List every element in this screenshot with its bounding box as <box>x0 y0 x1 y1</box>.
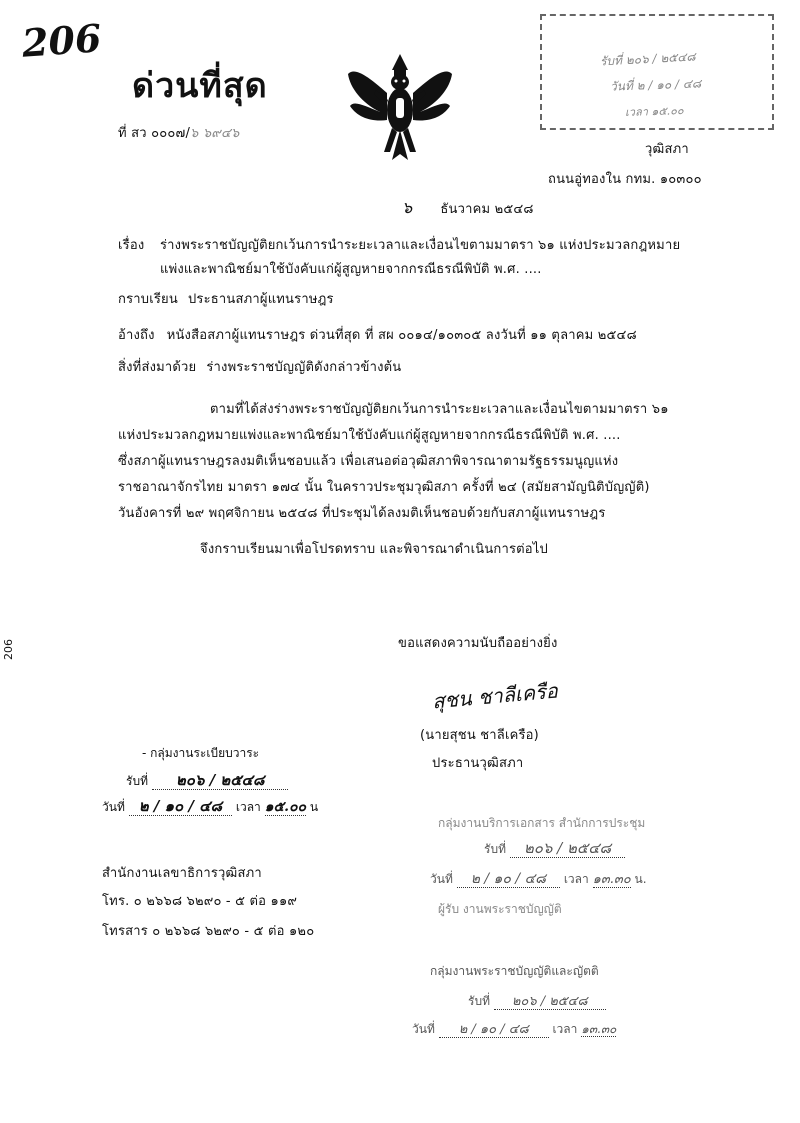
subject-label: เรื่อง <box>118 238 145 253</box>
receipt-stamp-mid-time-label: เวลา <box>563 872 589 886</box>
recipient <box>118 288 334 309</box>
body-line-3: ซึ่งสภาผู้แทนราษฎรลงมติเห็นชอบแล้ว เพื่อเสนอต่อวุฒิสภาพิจารณาตามรัฐธรรมนูญแห่ง <box>118 454 619 469</box>
receipt-stamp-left-received-label: รับที่ <box>126 774 148 788</box>
receipt-stamp-left-date-value: ๒ / ๑๐ / ๔๘ <box>129 797 232 816</box>
receipt-stamp-mid-received-value: ๒๐๖ / ๒๕๔๘ <box>510 839 625 858</box>
doc-number <box>118 122 239 143</box>
garuda-emblem-icon <box>340 48 460 168</box>
signature-scribble: สุชน ชาลีเครือ <box>431 678 559 714</box>
recipient-value: ประธานสภาผู้แทนราษฎร <box>187 292 334 307</box>
receipt-stamp-left-date <box>102 794 318 818</box>
contact-phone: โทร. ๐ ๒๖๖๘ ๖๒๙๐ - ๕ ต่อ ๑๑๙ <box>102 894 298 909</box>
receipt-stamp-top-line3: เวลา ๑๕.๐๐ <box>624 103 684 120</box>
receipt-stamp-bottom-date-value: ๒ / ๑๐ / ๔๘ <box>439 1022 549 1038</box>
receipt-stamp-bottom-date-label: วันที่ <box>412 1022 435 1036</box>
receipt-stamp-left-title: - กลุ่มงานระเบียบวาระ <box>142 746 260 760</box>
receipt-stamp-mid-title: กลุ่มงานบริการเอกสาร สำนักการประชุม <box>438 816 646 830</box>
receipt-stamp-mid-date-label: วันที่ <box>430 872 453 886</box>
receipt-stamp-bottom-received <box>468 990 606 1011</box>
body-line-4: ราชอาณาจักรไทย มาตรา ๑๗๔ นั้น ในคราวประชุมวุฒิสภา ครั้งที่ ๒๔ (สมัยสามัญนิติบัญญัติ) <box>118 480 650 495</box>
body-line-5: วันอังคารที่ ๒๙ พฤศจิกายน ๒๕๔๘ ที่ประชุมได้ลงมติเห็นชอบด้วยกับสภาผู้แทนราษฎร <box>118 506 606 521</box>
receipt-stamp-top-line2: วันที่ ๒ / ๑๐ / ๔๘ <box>609 76 702 94</box>
receipt-stamp-left-time-value: ๑๕.๐๐ <box>264 799 307 815</box>
sender-org: วุฒิสภา <box>645 142 689 157</box>
signatory-name: (นายสุชน ชาลีเครือ) <box>420 728 539 743</box>
enclosure <box>118 356 401 377</box>
receipt-stamp-bottom-title: กลุ่มงานพระราชบัญญัติและญัตติ <box>430 964 599 978</box>
enclosure-value: ร่างพระราชบัญญัติดังกล่าวข้างต้น <box>206 360 402 375</box>
contact-office: สำนักงานเลขาธิการวุฒิสภา <box>102 866 262 881</box>
enclosure-label: สิ่งที่ส่งมาด้วย <box>118 360 197 375</box>
subject-line1: ร่างพระราชบัญญัติยกเว้นการนำระยะเวลาและเงื่อนไขตามมาตรา ๖๑ แห่งประมวลกฎหมาย <box>160 238 681 253</box>
receipt-stamp-bottom-time-value: ๑๓.๓๐ <box>581 1022 617 1036</box>
subject-line2: แพ่งและพาณิชย์มาใช้บังคับแก่ผู้สูญหายจากกรณีธรณีพิบัติ พ.ศ. .... <box>160 262 542 277</box>
receipt-stamp-mid-time-suffix: น. <box>634 872 647 886</box>
closing-salutation: ขอแสดงความนับถืออย่างยิ่ง <box>398 636 558 651</box>
letter-date <box>402 196 534 221</box>
receipt-stamp-left-received-value: ๒๐๖ / ๒๕๔๘ <box>152 771 289 790</box>
receipt-stamp-mid-received-label: รับที่ <box>484 842 506 856</box>
reference-value: หนังสือสภาผู้แทนราษฎร ด่วนที่สุด ที่ สผ ๐๐๑๔/๑๐๓๐๕ ลงวันที่ ๑๑ ตุลาคม ๒๕๔๘ <box>166 328 637 343</box>
page-number: 206 <box>20 15 103 66</box>
body-line-1: ตามที่ได้ส่งร่างพระราชบัญญัติยกเว้นการนำระยะเวลาและเงื่อนไขตามมาตรา ๖๑ <box>210 402 669 417</box>
reference <box>118 324 637 345</box>
doc-number-handwritten: ๖ ๖๙๔๖ <box>190 126 240 141</box>
receipt-stamp-left-time-label: เวลา <box>235 800 261 814</box>
receipt-stamp-bottom-date <box>412 1018 616 1039</box>
receipt-stamp-bottom-received-label: รับที่ <box>468 994 490 1008</box>
receipt-stamp-bottom-time-label: เวลา <box>552 1022 578 1036</box>
reference-label: อ้างถึง <box>118 328 155 343</box>
body-line-2: แห่งประมวลกฎหมายแพ่งและพาณิชย์มาใช้บังคับแก่ผู้สูญหายจากกรณีธรณีพิบัติ พ.ศ. .... <box>118 428 621 443</box>
closing-request: จึงกราบเรียนมาเพื่อโปรดทราบ และพิจารณาดำเนินการต่อไป <box>200 542 548 557</box>
receipt-stamp-mid-time-value: ๑๓.๓๐ <box>592 872 631 887</box>
receipt-stamp-mid-received <box>484 836 625 860</box>
letter-date-day: ๖ <box>402 198 413 217</box>
urgency-heading: ด่วนที่สุด <box>132 66 268 106</box>
receipt-stamp-bottom-received-value: ๒๐๖ / ๒๕๔๘ <box>494 994 606 1010</box>
doc-number-prefix: ที่ สว ๐๐๐๗/ <box>118 126 191 141</box>
recipient-label: กราบเรียน <box>118 292 178 307</box>
letter-date-month-year: ธันวาคม ๒๕๔๘ <box>440 202 534 217</box>
receipt-stamp-left-received <box>126 768 288 792</box>
receipt-stamp-mid-date <box>430 868 647 890</box>
receipt-stamp-top-line1: รับที่ ๒๐๖ / ๒๕๔๘ <box>599 49 696 69</box>
contact-fax: โทรสาร ๐ ๒๖๖๘ ๖๒๙๐ - ๕ ต่อ ๑๒๐ <box>102 924 315 939</box>
signatory-position: ประธานวุฒิสภา <box>432 756 524 771</box>
scan-margin-number: 206 <box>2 639 15 660</box>
receipt-stamp-left-date-label: วันที่ <box>102 800 125 814</box>
receipt-stamp-left-time-suffix: น <box>309 800 319 814</box>
receipt-stamp-mid-date-value: ๒ / ๑๐ / ๔๘ <box>457 871 560 888</box>
receipt-stamp-mid-note: ผู้รับ งานพระราชบัญญัติ <box>438 902 562 916</box>
sender-address: ถนนอู่ทองใน กทม. ๑๐๓๐๐ <box>548 172 702 187</box>
